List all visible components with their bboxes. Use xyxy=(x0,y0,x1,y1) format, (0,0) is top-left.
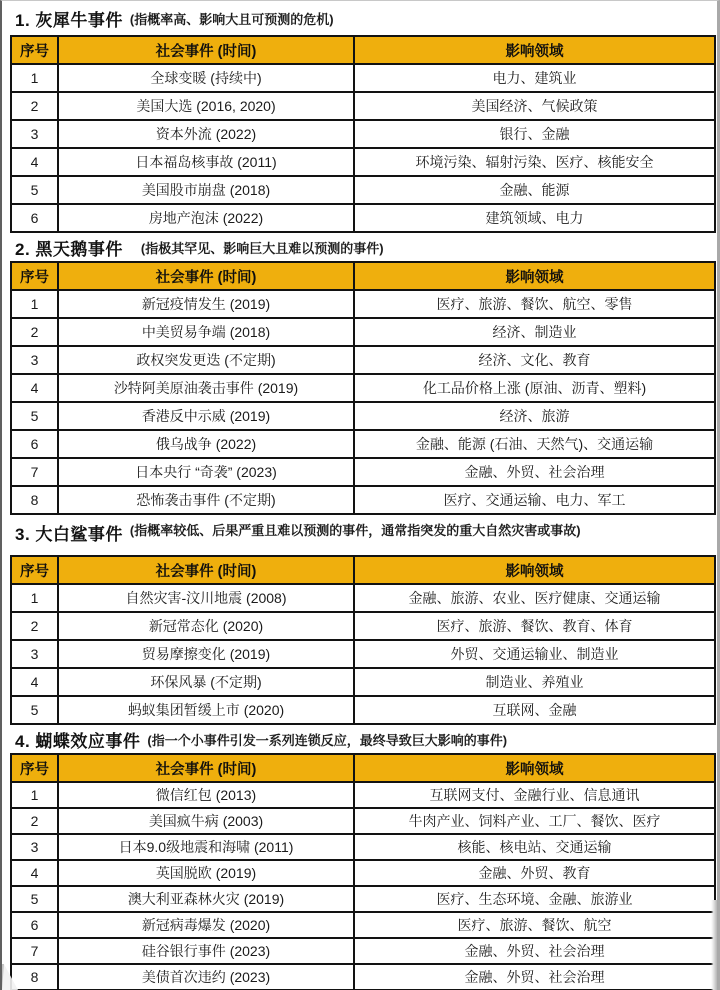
col-header-event: 社会事件 (时间) xyxy=(58,36,354,64)
impact-cell: 医疗、交通运输、电力、军工 xyxy=(354,486,715,514)
table-row xyxy=(11,640,715,668)
impact-cell: 金融、外贸、教育 xyxy=(354,860,715,886)
table-row xyxy=(11,290,715,318)
section-title-text: 4. 蝴蝶效应事件 xyxy=(15,731,141,751)
row-number-cell: 1 xyxy=(11,782,58,808)
event-cell: 俄乌战争 (2022) xyxy=(58,430,354,458)
impact-cell: 经济、文化、教育 xyxy=(354,346,715,374)
event-cell: 沙特阿美原油袭击事件 (2019) xyxy=(58,374,354,402)
impact-cell: 金融、旅游、农业、医疗健康、交通运输 xyxy=(354,584,715,612)
section-title-gray-rhino xyxy=(2,1,717,35)
table-row xyxy=(11,176,715,204)
section-subtitle-text: (指一个小事件引发一系列连锁反应，最终导致巨大影响的事件) xyxy=(147,732,508,748)
impact-cell: 环境污染、辐射污染、医疗、核能安全 xyxy=(354,148,715,176)
great-white-shark-table xyxy=(10,555,716,725)
table-row xyxy=(11,204,715,232)
table-row xyxy=(11,458,715,486)
impact-cell: 银行、金融 xyxy=(354,120,715,148)
event-cell: 美国股市崩盘 (2018) xyxy=(58,176,354,204)
event-cell: 贸易摩擦变化 (2019) xyxy=(58,640,354,668)
table-row xyxy=(11,374,715,402)
event-cell: 新冠病毒爆发 (2020) xyxy=(58,912,354,938)
impact-cell: 化工品价格上涨 (原油、沥青、塑料) xyxy=(354,374,715,402)
section-great-white-shark xyxy=(2,515,717,725)
table-row xyxy=(11,92,715,120)
event-cell: 硅谷银行事件 (2023) xyxy=(58,938,354,964)
table-row xyxy=(11,808,715,834)
table-header-row xyxy=(11,262,715,290)
col-header-impact: 影响领域 xyxy=(354,262,715,290)
table-row xyxy=(11,964,715,990)
table-row xyxy=(11,834,715,860)
section-butterfly-effect xyxy=(2,725,717,990)
row-number-cell: 1 xyxy=(11,64,58,92)
table-row xyxy=(11,612,715,640)
event-cell: 日本央行 “奇袭” (2023) xyxy=(58,458,354,486)
row-number-cell: 8 xyxy=(11,964,58,990)
row-number-cell: 5 xyxy=(11,176,58,204)
section-black-swan xyxy=(2,233,717,515)
row-number-cell: 6 xyxy=(11,912,58,938)
event-cell: 美国疯牛病 (2003) xyxy=(58,808,354,834)
table-header-row xyxy=(11,556,715,584)
impact-cell: 金融、外贸、社会治理 xyxy=(354,964,715,990)
impact-cell: 外贸、交通运输业、制造业 xyxy=(354,640,715,668)
table-row xyxy=(11,486,715,514)
row-number-cell: 7 xyxy=(11,938,58,964)
row-number-cell: 4 xyxy=(11,374,58,402)
col-header-number: 序号 xyxy=(11,36,58,64)
row-number-cell: 2 xyxy=(11,612,58,640)
section-gray-rhino xyxy=(2,1,717,233)
event-cell: 新冠疫情发生 (2019) xyxy=(58,290,354,318)
impact-cell: 医疗、旅游、餐饮、航空、零售 xyxy=(354,290,715,318)
black-swan-table xyxy=(10,261,716,515)
section-subtitle-text: (指极其罕见、影响巨大且难以预测的事件) xyxy=(140,240,384,256)
row-number-cell: 5 xyxy=(11,886,58,912)
impact-cell: 医疗、旅游、餐饮、航空 xyxy=(354,912,715,938)
table-row xyxy=(11,860,715,886)
impact-cell: 金融、能源 (石油、天然气)、交通运输 xyxy=(354,430,715,458)
row-number-cell: 1 xyxy=(11,290,58,318)
row-number-cell: 2 xyxy=(11,318,58,346)
row-number-cell: 5 xyxy=(11,402,58,430)
col-header-number: 序号 xyxy=(11,262,58,290)
table-header-row xyxy=(11,36,715,64)
row-number-cell: 6 xyxy=(11,430,58,458)
section-title-great-white-shark xyxy=(2,515,717,555)
table-row xyxy=(11,696,715,724)
row-number-cell: 8 xyxy=(11,486,58,514)
col-header-impact: 影响领域 xyxy=(354,556,715,584)
event-cell: 政权突发更迭 (不定期) xyxy=(58,346,354,374)
event-cell: 中美贸易争端 (2018) xyxy=(58,318,354,346)
col-header-event: 社会事件 (时间) xyxy=(58,754,354,782)
impact-cell: 牛肉产业、饲料产业、工厂、餐饮、医疗 xyxy=(354,808,715,834)
event-cell: 英国脱欧 (2019) xyxy=(58,860,354,886)
event-cell: 微信红包 (2013) xyxy=(58,782,354,808)
table-header-row xyxy=(11,754,715,782)
event-cell: 资本外流 (2022) xyxy=(58,120,354,148)
impact-cell: 建筑领域、电力 xyxy=(354,204,715,232)
event-cell: 房地产泡沫 (2022) xyxy=(58,204,354,232)
row-number-cell: 4 xyxy=(11,148,58,176)
impact-cell: 互联网支付、金融行业、信息通讯 xyxy=(354,782,715,808)
row-number-cell: 5 xyxy=(11,696,58,724)
impact-cell: 医疗、旅游、餐饮、教育、体育 xyxy=(354,612,715,640)
event-cell: 自然灾害-汶川地震 (2008) xyxy=(58,584,354,612)
impact-cell: 互联网、金融 xyxy=(354,696,715,724)
section-title-text: 2. 黑天鹅事件 xyxy=(15,239,123,259)
row-number-cell: 4 xyxy=(11,668,58,696)
section-subtitle-text: (指概率较低、后果严重且难以预测的事件，通常指突发的重大自然灾害或事故) xyxy=(129,523,581,538)
col-header-impact: 影响领域 xyxy=(354,754,715,782)
section-title-text: 1. 灰犀牛事件 xyxy=(15,10,123,30)
gray-rhino-table xyxy=(10,35,716,233)
table-row xyxy=(11,668,715,696)
section-title-butterfly-effect xyxy=(2,725,717,753)
event-cell: 澳大利亚森林火灾 (2019) xyxy=(58,886,354,912)
table-row xyxy=(11,584,715,612)
col-header-event: 社会事件 (时间) xyxy=(58,556,354,584)
row-number-cell: 2 xyxy=(11,808,58,834)
impact-cell: 金融、能源 xyxy=(354,176,715,204)
table-row xyxy=(11,148,715,176)
impact-cell: 经济、制造业 xyxy=(354,318,715,346)
row-number-cell: 7 xyxy=(11,458,58,486)
event-cell: 美国大选 (2016, 2020) xyxy=(58,92,354,120)
impact-cell: 美国经济、气候政策 xyxy=(354,92,715,120)
row-number-cell: 2 xyxy=(11,92,58,120)
butterfly-effect-table xyxy=(10,753,716,990)
row-number-cell: 1 xyxy=(11,584,58,612)
row-number-cell: 3 xyxy=(11,834,58,860)
col-header-event: 社会事件 (时间) xyxy=(58,262,354,290)
event-cell: 环保风暴 (不定期) xyxy=(58,668,354,696)
table-row xyxy=(11,64,715,92)
impact-cell: 金融、外贸、社会治理 xyxy=(354,458,715,486)
impact-cell: 核能、核电站、交通运输 xyxy=(354,834,715,860)
row-number-cell: 4 xyxy=(11,860,58,886)
table-row xyxy=(11,120,715,148)
section-title-black-swan xyxy=(2,233,717,261)
table-row xyxy=(11,782,715,808)
event-cell: 新冠常态化 (2020) xyxy=(58,612,354,640)
impact-cell: 医疗、生态环境、金融、旅游业 xyxy=(354,886,715,912)
table-row xyxy=(11,318,715,346)
table-row xyxy=(11,346,715,374)
section-subtitle-text: (指概率高、影响大且可预测的危机) xyxy=(129,11,334,27)
row-number-cell: 3 xyxy=(11,640,58,668)
event-cell: 美债首次违约 (2023) xyxy=(58,964,354,990)
table-row xyxy=(11,430,715,458)
section-title-text: 3. 大白鲨事件 xyxy=(15,525,123,544)
row-number-cell: 6 xyxy=(11,204,58,232)
impact-cell: 经济、旅游 xyxy=(354,402,715,430)
row-number-cell: 3 xyxy=(11,120,58,148)
event-cell: 香港反中示威 (2019) xyxy=(58,402,354,430)
table-row xyxy=(11,912,715,938)
event-cell: 日本9.0级地震和海啸 (2011) xyxy=(58,834,354,860)
impact-cell: 制造业、养殖业 xyxy=(354,668,715,696)
impact-cell: 电力、建筑业 xyxy=(354,64,715,92)
table-row xyxy=(11,886,715,912)
col-header-number: 序号 xyxy=(11,754,58,782)
event-cell: 全球变暖 (持续中) xyxy=(58,64,354,92)
row-number-cell: 3 xyxy=(11,346,58,374)
event-cell: 蚂蚁集团暂缓上市 (2020) xyxy=(58,696,354,724)
event-cell: 日本福岛核事故 (2011) xyxy=(58,148,354,176)
table-row xyxy=(11,402,715,430)
col-header-impact: 影响领域 xyxy=(354,36,715,64)
table-row xyxy=(11,938,715,964)
col-header-number: 序号 xyxy=(11,556,58,584)
impact-cell: 金融、外贸、社会治理 xyxy=(354,938,715,964)
page-edge-bottom-right xyxy=(711,900,717,990)
event-cell: 恐怖袭击事件 (不定期) xyxy=(58,486,354,514)
page-curl-bottom-left xyxy=(2,964,18,990)
